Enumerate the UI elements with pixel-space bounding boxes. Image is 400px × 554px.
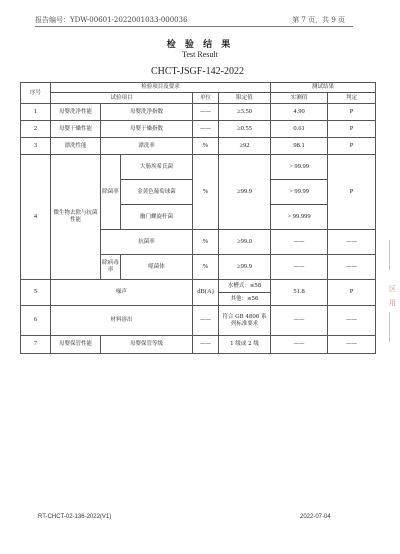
- measured-cell: ——: [271, 336, 328, 354]
- bacteria-name: 大肠埃希氏菌: [121, 155, 193, 180]
- item-cell: 噪声: [51, 280, 193, 306]
- limit-cell-b: 其他：≤56: [219, 293, 271, 306]
- category-cell: 母婴保管性能: [51, 336, 101, 354]
- judgement-cell: P: [328, 280, 376, 306]
- unit-cell: %: [193, 138, 219, 155]
- unit-cell: dB(A): [193, 280, 219, 306]
- results-table: [20, 82, 376, 354]
- margin-seal-mark: 用: [389, 299, 396, 307]
- measured-cell: 98.1: [271, 138, 328, 155]
- table-row: [21, 280, 376, 293]
- seq-cell: 6: [21, 306, 51, 336]
- table-row: [21, 336, 376, 354]
- unit-cell: %: [193, 230, 219, 255]
- measured-cell: 4.90: [271, 104, 328, 121]
- virus-rate-label: 除病毒率: [101, 255, 121, 280]
- table-row: [21, 104, 376, 121]
- table-row: [21, 121, 376, 138]
- page-info: 第 7 页，共 9 页: [292, 16, 345, 24]
- page-title: 检 验 结 果: [166, 40, 234, 50]
- unit-cell: ——: [193, 104, 219, 121]
- col-test-item-header: 试验项目: [51, 93, 193, 104]
- judgement-cell: ——: [328, 306, 376, 336]
- measured-cell: ——: [271, 230, 328, 255]
- limit-cell: ≥0.55: [219, 121, 271, 138]
- item-cell: 漂洗率: [101, 138, 193, 155]
- table-subheader-row: [21, 93, 376, 104]
- category-cell: 漂洗性能: [51, 138, 101, 155]
- col-judgement-header: 判定: [328, 93, 376, 104]
- unit-cell: %: [193, 155, 219, 230]
- col-measured-header: 实测值: [271, 93, 328, 104]
- footer-date: 2022-07-04: [300, 514, 331, 520]
- item-cell: 材料溶出: [51, 306, 193, 336]
- unit-cell: ——: [193, 121, 219, 138]
- seq-cell: 4: [21, 155, 51, 280]
- limit-cell: ≥92: [219, 138, 271, 155]
- col-limit-header: 限定值: [219, 93, 271, 104]
- virus-name: 噬菌体: [121, 255, 193, 280]
- limit-cell: ≥99.9: [219, 255, 271, 280]
- measured-cell: > 99.999: [271, 205, 328, 230]
- header-divider: [35, 26, 353, 27]
- judgement-cell: P: [328, 155, 376, 230]
- judgement-cell: ——: [328, 336, 376, 354]
- seq-cell: 2: [21, 121, 51, 138]
- measured-cell: > 99.99: [271, 155, 328, 180]
- col-results-header: 测试结果: [271, 83, 376, 93]
- margin-seal-line: [389, 312, 390, 342]
- seq-cell: 5: [21, 280, 51, 306]
- measured-cell: 0.61: [271, 121, 328, 138]
- unit-cell: ——: [193, 306, 219, 336]
- table-header-row: [21, 83, 376, 93]
- item-cell: 母婴保管等级: [101, 336, 193, 354]
- margin-seal-mark: 区: [389, 285, 396, 293]
- judgement-cell: ——: [328, 230, 376, 255]
- col-items-header: 检验项目及要求: [51, 83, 271, 93]
- measured-cell: ——: [271, 306, 328, 336]
- table-row: [21, 138, 376, 155]
- limit-cell: ≥99.9: [219, 155, 271, 230]
- bacteria-name: 金黄色葡萄球菌: [121, 180, 193, 205]
- col-unit-header: 单位: [193, 93, 219, 104]
- measured-cell: > 99.99: [271, 180, 328, 205]
- judgement-cell: P: [328, 138, 376, 155]
- limit-cell-a: 水槽式：≤58: [219, 280, 271, 293]
- col-seq-header: 序号: [21, 83, 51, 104]
- standard-code: CHCT-JSGF-142-2022: [151, 66, 244, 77]
- judgement-cell: P: [328, 104, 376, 121]
- limit-cell: ≥99.0: [219, 230, 271, 255]
- footer-doc-code: RT-CHCT-02-136-2022(V1): [38, 514, 112, 520]
- measured-cell: ——: [271, 255, 328, 280]
- judgement-cell: ——: [328, 255, 376, 280]
- item-cell: 母婴洗净指数: [101, 104, 193, 121]
- category-cell: 母婴洗净性能: [51, 104, 101, 121]
- limit-cell: ≥3.50: [219, 104, 271, 121]
- judgement-cell: P: [328, 121, 376, 138]
- removal-rate-label: 除菌率: [101, 155, 121, 230]
- unit-cell: ——: [193, 336, 219, 354]
- seq-cell: 7: [21, 336, 51, 354]
- category-cell: 母婴干燥性能: [51, 121, 101, 138]
- category-cell: 微生物去除与抗菌性能: [51, 155, 101, 280]
- limit-cell: 符合 GB 4806 系列标准要求: [219, 306, 271, 336]
- table-row: [21, 155, 376, 180]
- limit-cell: 1 级或 2 级: [219, 336, 271, 354]
- item-cell: 母婴干燥指数: [101, 121, 193, 138]
- seq-cell: 3: [21, 138, 51, 155]
- bacteria-name: 幽门螺旋杆菌: [121, 205, 193, 230]
- antibacterial-label: 抗菌率: [101, 230, 193, 255]
- margin-seal-line: [389, 240, 390, 270]
- table-row: [21, 306, 376, 336]
- page-subtitle: Test Result: [182, 50, 218, 59]
- unit-cell: %: [193, 255, 219, 280]
- measured-cell: 51.8: [271, 280, 328, 306]
- report-number: 报告编号：YDW-00601-2022001033-000036: [35, 16, 188, 24]
- seq-cell: 1: [21, 104, 51, 121]
